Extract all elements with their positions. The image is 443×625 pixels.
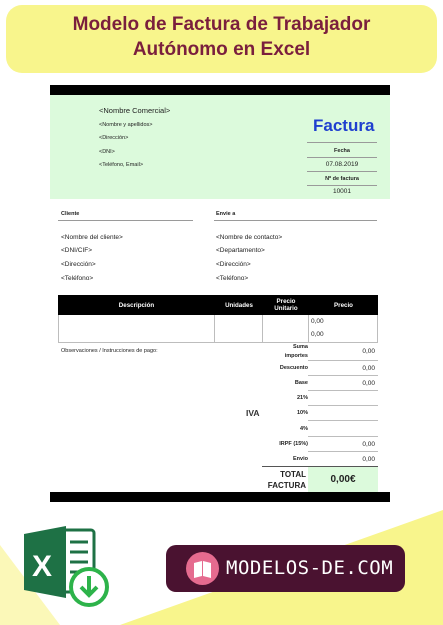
item-row-value-2: 0,00 — [311, 331, 324, 338]
total-label-line2: FACTURA — [267, 481, 306, 490]
summary-rule — [308, 420, 378, 421]
seller-name: <Nombre y apellidos> — [99, 122, 153, 128]
base-label: Base — [294, 380, 308, 386]
iva-rate-4: 4% — [300, 426, 308, 432]
download-arrow-icon — [68, 566, 110, 608]
title-line-2: Autónomo en Excel — [132, 39, 311, 60]
col-unit-price-line2: Unitario — [274, 305, 298, 312]
document-top-bar — [50, 85, 390, 95]
ship-phone: <Teléfono> — [216, 275, 249, 282]
summary-rule — [308, 360, 378, 361]
total-label-line1: TOTAL — [280, 470, 306, 479]
client-phone: <Teléfono> — [61, 275, 94, 282]
invoice-rule — [307, 142, 377, 143]
ship-heading: Envie a — [216, 211, 236, 217]
total-label — [248, 469, 306, 491]
subtotal-value: 0,00 — [362, 348, 375, 355]
col-price: Precio — [334, 301, 353, 309]
summary-rule — [308, 375, 378, 376]
shipping-value: 0,00 — [362, 456, 375, 463]
discount-value: 0,00 — [362, 365, 375, 372]
grid-line — [58, 342, 378, 343]
iva-rate-21: 21% — [296, 395, 308, 401]
summary-rule — [308, 451, 378, 452]
iva-label: IVA — [246, 408, 260, 418]
grid-line — [308, 315, 309, 342]
base-value: 0,00 — [362, 380, 375, 387]
subtotal-label-line1: Suma — [293, 344, 308, 350]
irpf-value: 0,00 — [362, 441, 375, 448]
col-unit-price-line1: Precio — [276, 298, 296, 305]
item-row-value-1: 0,00 — [311, 318, 324, 325]
iva-rate-10: 10% — [296, 410, 308, 416]
summary-rule — [308, 390, 378, 391]
irpf-label: IRPF (15%) — [279, 441, 308, 447]
summary-rule — [308, 405, 378, 406]
subtotal-label-line2: importes — [284, 353, 308, 359]
ship-address: <Dirección> — [216, 261, 251, 268]
seller-address: <Dirección> — [99, 135, 129, 141]
shipping-label: Envio — [293, 456, 308, 462]
client-name: <Nombre del cliente> — [61, 234, 123, 241]
invoice-title: Factura — [313, 116, 375, 135]
invoice-date-value: 07.08.2019 — [325, 161, 359, 168]
grid-line — [262, 315, 263, 342]
svg-text:X: X — [32, 550, 53, 583]
ship-rule — [214, 220, 377, 221]
invoice-number-value: 10001 — [332, 188, 352, 195]
document-bottom-bar — [50, 492, 390, 502]
items-table-header — [58, 295, 378, 315]
grid-line — [214, 315, 215, 342]
ship-department: <Departamento> — [216, 247, 265, 254]
title-line-1: Modelo de Factura de Trabajador — [72, 14, 371, 35]
brand-logo — [186, 552, 219, 585]
subtotal-label — [248, 343, 308, 361]
summary-rule — [308, 436, 378, 437]
ship-contact: <Nombre de contacto> — [216, 234, 283, 241]
col-description: Descripción — [118, 301, 155, 309]
col-units: Unidades — [225, 301, 253, 309]
client-rule — [58, 220, 193, 221]
client-address: <Dirección> — [61, 261, 96, 268]
book-icon — [186, 552, 219, 585]
client-id: <DNI/CIF> — [61, 247, 93, 254]
invoice-rule — [307, 171, 377, 172]
invoice-number-label: Nº de factura — [325, 176, 359, 182]
invoice-rule — [307, 157, 377, 158]
title-banner — [6, 5, 437, 73]
seller-dni: <DNI> — [99, 149, 115, 155]
seller-company: <Nombre Comercial> — [99, 106, 171, 115]
grid-line — [58, 315, 59, 342]
total-value: 0,00€ — [308, 467, 378, 492]
discount-label: Descuento — [279, 365, 308, 371]
seller-contact: <Teléfono, Email> — [99, 162, 144, 168]
col-unit-price — [263, 295, 309, 315]
invoice-rule — [307, 185, 377, 186]
brand-name: MODELOS-DE.COM — [226, 557, 394, 579]
client-heading: Cliente — [61, 211, 80, 217]
invoice-date-label: Fecha — [334, 148, 350, 154]
notes-label: Observaciones / Instrucciones de pago: — [61, 348, 158, 354]
grid-line — [377, 315, 378, 342]
